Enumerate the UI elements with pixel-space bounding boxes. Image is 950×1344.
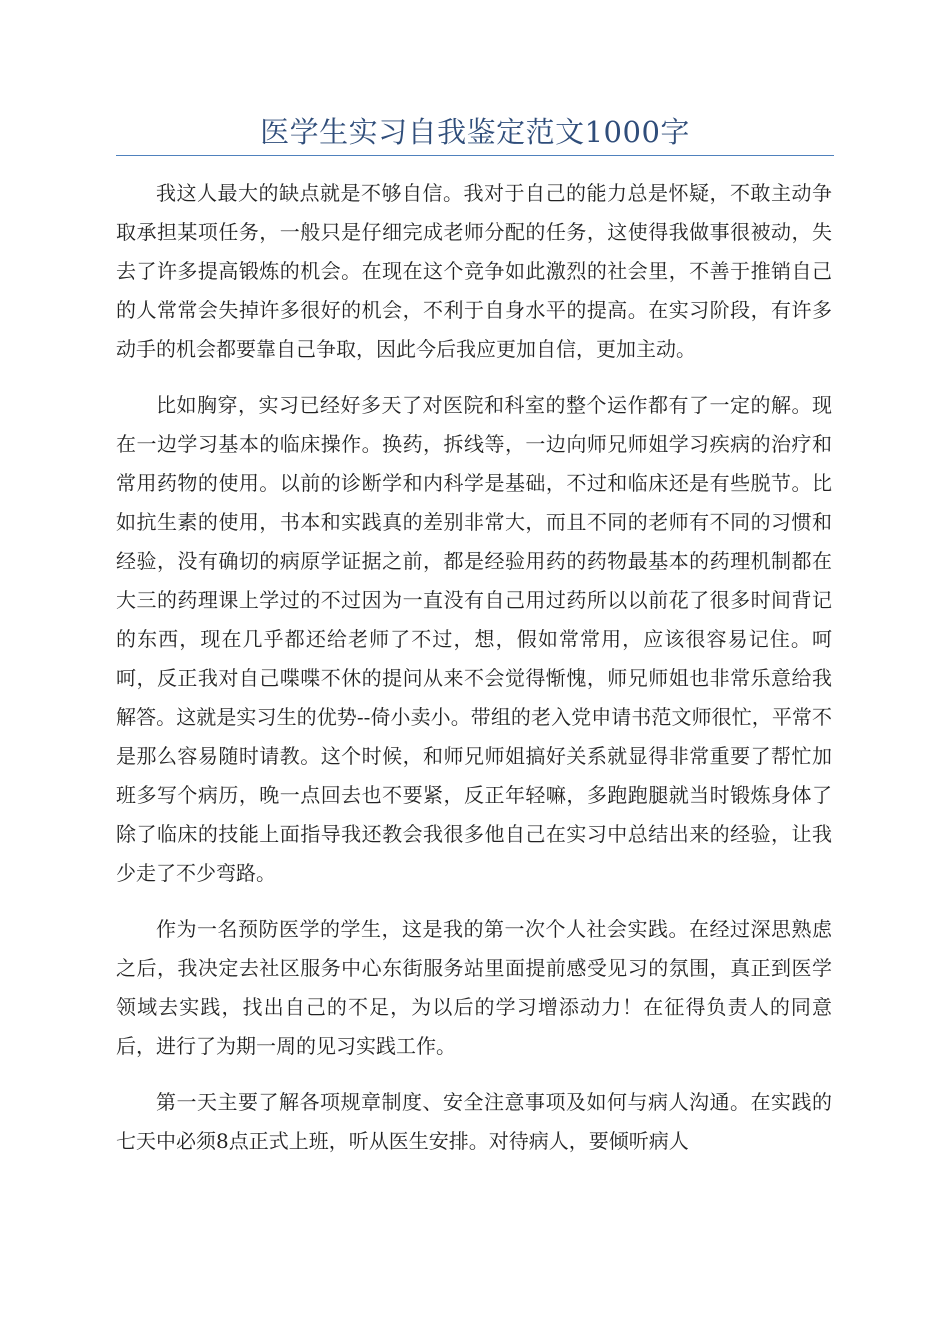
- paragraph-3: 作为一名预防医学的学生，这是我的第一次个人社会实践。在经过深思熟虑之后，我决定去社区服务中心东街服务站里面提前感受见习的氛围，真正到医学领域去实践，找出自己的不足，为以后的学习增添动力！在征得负责人的同意后，进行了为期一周的见习实践工作。: [116, 917, 832, 1058]
- paragraph-4: 第一天主要了解各项规章制度、安全注意事项及如何与病人沟通。在实践的七天中必须8点正式上班，听从医生安排。对待病人，要倾听病人: [116, 1090, 832, 1153]
- paragraph-2: 比如胸穿，实习已经好多天了对医院和科室的整个运作都有了一定的解。现在一边学习基本的临床操作。换药，拆线等，一边向师兄师姐学习疾病的治疗和常用药物的使用。以前的诊断学和内科学是基础，不过和临床还是有些脱节。比如抗生素的使用，书本和实践真的差别非常大，而且不同的老师有不同的习惯和经验，没有确切的病原学证据之前，都是经验用药的药物最基本的药理机制都在大三的药理课上学过的不过因为一直没有自己用过药所以以前花了很多时间背记的东西，现在几乎都还给老师了不过，想，假如常常用，应该很容易记住。呵呵，反正我对自己喋喋不休的提问从来不会觉得惭愧，师兄师姐也非常乐意给我解答。这就是实习生的优势--倚小卖小。带组的老入党申请书范文师很忙，平常不是那么容易随时请教。这个时候，和师兄师姐搞好关系就显得非常重要了帮忙加班多写个病历，晚一点回去也不要紧，反正年轻嘛，多跑跑腿就当时锻炼身体了除了临床的技能上面指导我还教会我很多他自己在实习中总结出来的经验，让我少走了不少弯路。: [116, 393, 832, 885]
- title-underline: [116, 155, 834, 156]
- document-title: 医学生实习自我鉴定范文1000字: [260, 115, 690, 149]
- document-body: [116, 174, 832, 1178]
- paragraph-1: 我这人最大的缺点就是不够自信。我对于自己的能力总是怀疑，不敢主动争取承担某项任务，一般只是仔细完成老师分配的任务，这使得我做事很被动，失去了许多提高锻炼的机会。在现在这个竞争如此激烈的社会里，不善于推销自己的人常常会失掉许多很好的机会，不利于自身水平的提高。在实习阶段，有许多动手的机会都要靠自己争取，因此今后我应更加自信，更加主动。: [116, 181, 832, 361]
